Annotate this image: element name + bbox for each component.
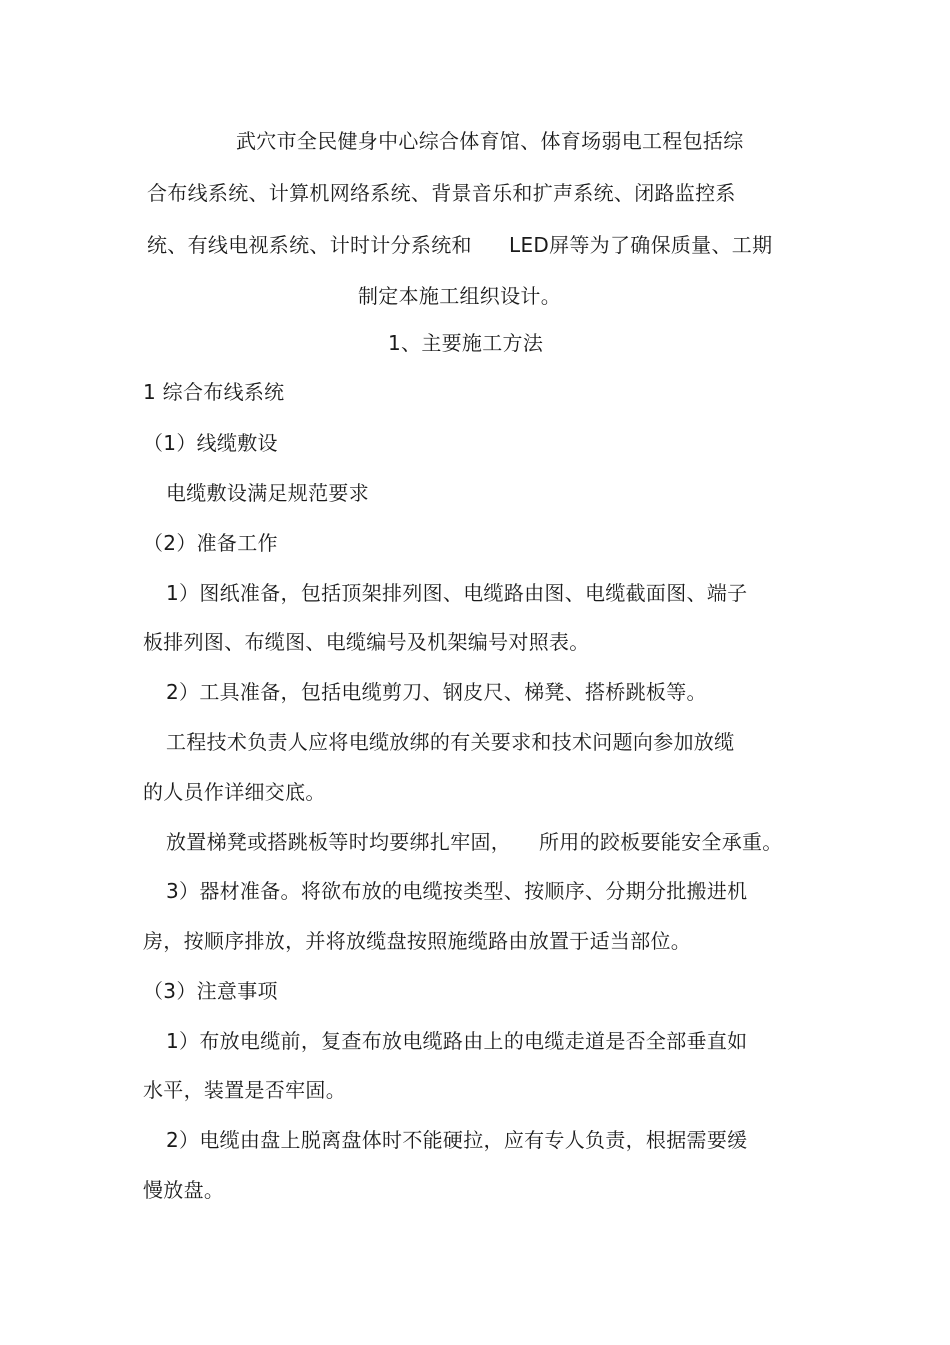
item2-p3-line2: 的人员作详细交底。 xyxy=(143,780,326,804)
item2-p1-line2: 板排列图、布缆图、电缆编号及机架编号对照表。 xyxy=(143,630,590,654)
item2-p2: 2）工具准备，包括电缆剪刀、钢皮尺、梯凳、搭桥跳板等。 xyxy=(166,680,707,704)
item1-heading: （1）线缆敷设 xyxy=(143,431,278,455)
item3-heading: （3）注意事项 xyxy=(143,979,278,1003)
item2-p5-line2: 房，按顺序排放，并将放缆盘按照施缆路由放置于适当部位。 xyxy=(143,929,692,953)
item3-p1-line1: 1）布放电缆前，复查布放电缆路由上的电缆走道是否全部垂直如 xyxy=(166,1029,748,1053)
item2-p4-part2: 所用的跤板要能安全承重。 xyxy=(539,830,783,854)
intro-line-4: 制定本施工组织设计。 xyxy=(358,284,561,308)
intro-line-2: 合布线系统、计算机网络系统、背景音乐和扩声系统、闭路监控系 xyxy=(147,181,736,205)
item2-p3-line1: 工程技术负责人应将电缆放绑的有关要求和技术问题向参加放缆 xyxy=(166,730,735,754)
intro-line-3b: LED屏等为了确保质量、工期 xyxy=(509,233,773,257)
item3-p1-line2: 水平，装置是否牢固。 xyxy=(143,1078,346,1102)
intro-line-1: 武穴市全民健身中心综合体育馆、体育场弱电工程包括综 xyxy=(236,129,744,153)
section-heading: 1、主要施工方法 xyxy=(388,331,544,355)
item2-p5-line1: 3）器材准备。将欲布放的电缆按类型、按顺序、分期分批搬进机 xyxy=(166,879,748,903)
item3-p2-line1: 2）电缆由盘上脱离盘体时不能硬拉，应有专人负责，根据需要缓 xyxy=(166,1128,748,1152)
subsection-heading: 1 综合布线系统 xyxy=(143,380,285,404)
item2-heading: （2）准备工作 xyxy=(143,531,278,555)
item2-p1-line1: 1）图纸准备，包括顶架排列图、电缆路由图、电缆截面图、端子 xyxy=(166,581,748,605)
intro-line-3a: 统、有线电视系统、计时计分系统和 xyxy=(147,233,472,257)
item1-text: 电缆敷设满足规范要求 xyxy=(166,481,369,505)
item2-p4-part1: 放置梯凳或搭跳板等时均要绑扎牢固， xyxy=(166,830,512,854)
item3-p2-line2: 慢放盘。 xyxy=(143,1178,225,1202)
